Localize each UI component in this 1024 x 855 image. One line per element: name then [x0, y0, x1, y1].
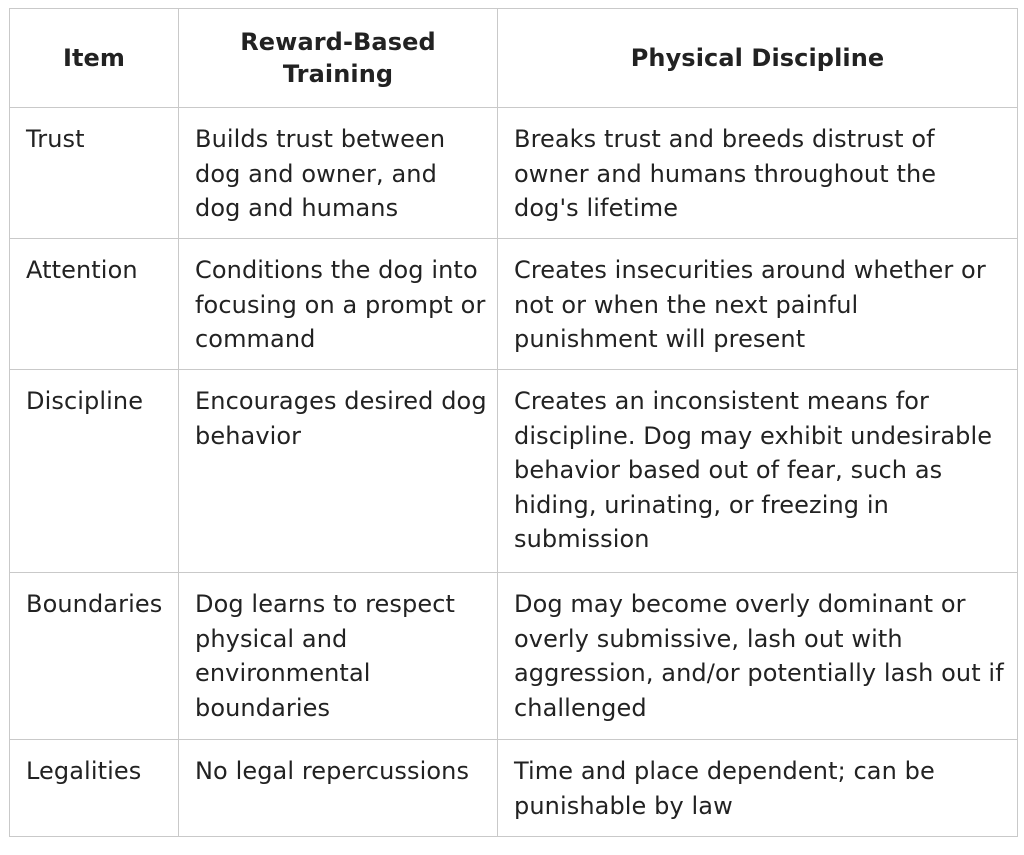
- cell-item: Legalities: [10, 740, 179, 837]
- table-row: [10, 239, 1018, 370]
- cell-reward: Conditions the dog into focusing on a prompt or command: [179, 239, 498, 370]
- header-physical-discipline: Physical Discipline: [498, 9, 1018, 108]
- table-row: [10, 573, 1018, 740]
- cell-item: Discipline: [10, 370, 179, 573]
- cell-reward: No legal repercussions: [179, 740, 498, 837]
- cell-reward: Builds trust between dog and owner, and dog and humans: [179, 108, 498, 239]
- cell-reward: Encourages desired dog behavior: [179, 370, 498, 573]
- cell-physical: Breaks trust and breeds distrust of owner and humans throughout the dog's lifetime: [498, 108, 1018, 239]
- cell-physical: Creates an inconsistent means for discipline. Dog may exhibit undesirable behavior based out of fear, such as hiding, urinating, or freezing in submission: [498, 370, 1018, 573]
- cell-item: Boundaries: [10, 573, 179, 740]
- cell-physical: Dog may become overly dominant or overly submissive, lash out with aggression, and/or potentially lash out if challenged: [498, 573, 1018, 740]
- header-item: Item: [10, 9, 179, 108]
- cell-physical: Time and place dependent; can be punishable by law: [498, 740, 1018, 837]
- cell-reward: Dog learns to respect physical and environmental boundaries: [179, 573, 498, 740]
- cell-physical: Creates insecurities around whether or not or when the next painful punishment will present: [498, 239, 1018, 370]
- cell-item: Trust: [10, 108, 179, 239]
- table-row: [10, 740, 1018, 837]
- header-reward-based-training: Reward-Based Training: [179, 9, 498, 108]
- table-row: [10, 370, 1018, 573]
- table-row: [10, 108, 1018, 239]
- comparison-table: [9, 8, 1018, 837]
- cell-item: Attention: [10, 239, 179, 370]
- table-header-row: [10, 9, 1018, 108]
